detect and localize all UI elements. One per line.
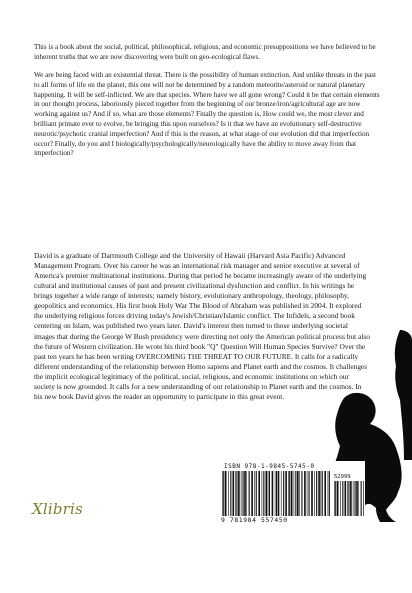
barcode-bar: [322, 471, 323, 516]
barcode-bar: [295, 471, 296, 516]
barcode-bar: [288, 471, 289, 516]
publisher-logo: Xlibris: [32, 500, 83, 518]
barcode-bar: [299, 471, 300, 516]
barcode-bar: [251, 471, 253, 516]
barcode-bar: [361, 481, 362, 516]
barcode-bar: [314, 471, 315, 516]
barcode-bar: [291, 471, 293, 516]
intro-paragraph: This is a book about the social, political, philosophical, religious, and economic presuppositions we have believed to be inherent truths that we are now discovering were built on geo-ecological flaws.: [34, 43, 376, 61]
barcode-bar: [311, 471, 313, 516]
barcode-bar: [285, 471, 287, 516]
barcode-bar: [281, 471, 282, 516]
barcode-bar: [358, 481, 359, 516]
barcode-bar: [321, 471, 322, 516]
barcode-bar: [246, 471, 247, 516]
barcode-bar: [223, 471, 224, 516]
barcode-bar: [334, 481, 335, 516]
barcode-bar: [228, 471, 229, 516]
barcode-bar: [269, 471, 270, 516]
barcode-bar: [355, 481, 356, 516]
barcode-bar: [318, 471, 320, 516]
barcode-bar: [363, 481, 364, 516]
barcode-bar: [256, 471, 257, 516]
barcode-bar: [249, 471, 250, 516]
threat-paragraph: We are being faced with an existential threat. There is the possibility of human extinction. And unlike threats in the past to all forms of life on the planet, this one will not be determined by a random meteorite/asteroid or natural planetary happening. It will be self-inflicted. We are that species. Where have we all gone wrong? Could it be that certain elements in our thought process, laboriously pieced together from the beginning of our bronze/iron/agricultural age are now working against us? And if so, what are those elements? Finally the question is, How could we, the most clever and brilliant primate ever to evolve, be bringing this upon ourselves? Is it that we have an evolutionary self-destructive neurotic/psychotic cranial imperfection? And if this is the reason, at what stage of our evolution did that imperfection occur? Finally, do you and I biologically/psychologically/neurologically have the ability to move away from that imperfection?: [34, 71, 380, 158]
barcode-bar: [335, 481, 336, 516]
barcode-bar: [275, 471, 276, 516]
barcode-bar: [353, 481, 354, 516]
barcode-bar: [301, 471, 302, 516]
barcode-bar: [278, 471, 280, 516]
barcode-bar: [304, 471, 306, 516]
barcode-bar: [307, 471, 308, 516]
barcode-bar: [297, 471, 299, 516]
barcode-bar: [266, 471, 268, 516]
barcode-bar: [230, 471, 231, 516]
barcode-bar: [329, 471, 330, 516]
price-barcode: [334, 481, 364, 516]
barcode-bar: [350, 481, 352, 516]
barcode-bar: [289, 471, 290, 516]
isbn-barcode: [222, 471, 330, 516]
barcode-bar: [309, 471, 310, 516]
barcode-bar: [283, 471, 284, 516]
barcode-bar: [236, 471, 237, 516]
barcode-bar: [244, 471, 246, 516]
barcode-bar: [340, 481, 341, 516]
barcode-bar: [342, 481, 343, 516]
barcode-bar: [324, 471, 326, 516]
barcode-bar: [263, 471, 264, 516]
barcode-bar: [345, 481, 347, 516]
barcode-bar: [347, 481, 348, 516]
barcode-bar: [241, 471, 242, 516]
barcode-digits: 9 781984 557450: [221, 516, 288, 524]
barcode-bar: [356, 481, 358, 516]
barcode-bar: [262, 471, 263, 516]
barcode-bar: [328, 471, 329, 516]
barcode-bar: [337, 481, 339, 516]
barcode-bar: [254, 471, 255, 516]
barcode-bar: [225, 471, 227, 516]
price-code: 52999: [334, 474, 351, 480]
barcode-bar: [294, 471, 295, 516]
barcode-bar: [268, 471, 269, 516]
barcode-bar: [316, 471, 317, 516]
barcode-bar: [258, 471, 260, 516]
barcode-bar: [222, 471, 223, 516]
barcode-bar: [272, 471, 274, 516]
barcode-bar: [276, 471, 277, 516]
barcode-bar: [243, 471, 244, 516]
barcode-bar: [348, 481, 349, 516]
barcode-bar: [238, 471, 240, 516]
barcode-bar: [235, 471, 236, 516]
isbn-label: ISBN 978-1-9845-5745-0: [224, 463, 315, 470]
barcode-bar: [233, 471, 235, 516]
hominid-silhouette-icon: [392, 330, 412, 460]
author-bio-paragraph: David is a graduate of Dartmouth College and the University of Hawaii (Harvard Asia Pacific) Advanced Management Program. Over his career he was an international risk manager and senior executive at several of America's premier multinational institutions. During that period he became increasingly aware of the underlying cultural and institutional causes of past and present civilizational dysfunction and conflict. In his writings he brings together a wide range of interests; namely history, evolutionary anthropology, theology, philosophy, geopolitics and economics. His first book Holy War The Blood of Abraham was published in 2004. It explored the underlying religious forces driving today's Jewish/Christian/Islamic conflict. The Infidels, a second book centering on Islam, was published two years later. David's interest then turned to those underlying societal images that during the George W Bush presidency were directing not only the American political process but also the future of Western civilization. He wrote his third book "Q" Question Will Human Species Survive? Over the past ten years he has been writing OVERCOMING THE THREAT TO OUR FUTURE. It calls for a radically different understanding of the relationship between Homo sapiens and Planet earth and the cosmos. It challenges the implicit ecological legitimacy of the political, social, religious, and economic institutions on which our society is now grounded. It calls for a new understanding of our relationship to Planet earth and the cosmos. In his new book David gives the reader an opportunity to participate in this great event.: [34, 251, 370, 401]
